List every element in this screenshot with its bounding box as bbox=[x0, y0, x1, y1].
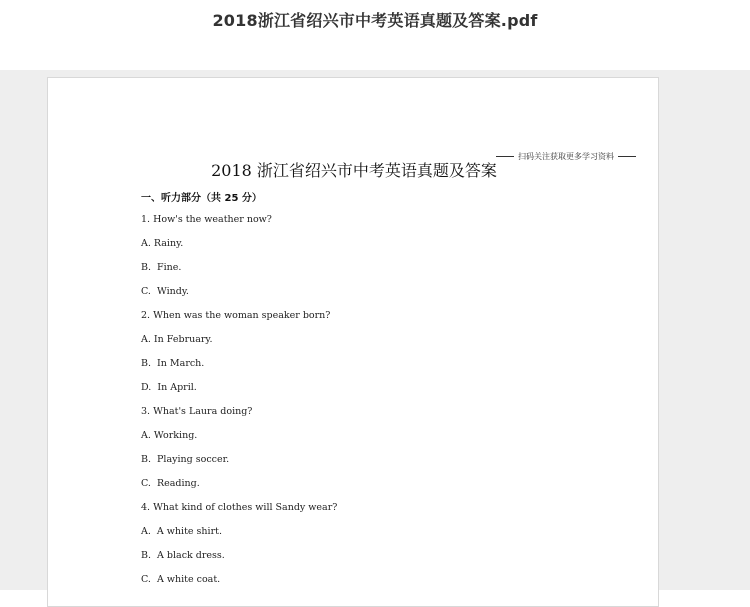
option-line: B. Playing soccer. bbox=[141, 454, 230, 465]
file-header bbox=[0, 0, 750, 70]
file-title: 2018浙江省绍兴市中考英语真题及答案.pdf bbox=[212, 11, 538, 30]
promo-rule-left bbox=[496, 156, 514, 157]
option-line: B. In March. bbox=[141, 358, 205, 369]
pdf-page bbox=[47, 77, 659, 607]
promo-text: 扫码关注获取更多学习资料 bbox=[518, 152, 614, 161]
document-title: 2018 浙江省绍兴市中考英语真题及答案 bbox=[211, 161, 497, 180]
question-line: 2. When was the woman speaker born? bbox=[141, 310, 331, 321]
question-line: 1. How's the weather now? bbox=[141, 214, 272, 225]
option-line: C. Windy. bbox=[141, 286, 189, 297]
question-line: 4. What kind of clothes will Sandy wear? bbox=[141, 502, 338, 513]
option-line: A. A white shirt. bbox=[141, 526, 222, 537]
option-line: A. Working. bbox=[141, 430, 198, 441]
option-line: B. Fine. bbox=[141, 262, 182, 273]
option-line: C. A white coat. bbox=[141, 574, 221, 585]
option-line: A. In February. bbox=[141, 334, 213, 345]
option-line: D. In April. bbox=[141, 382, 197, 393]
section-heading: 一、听力部分（共 25 分） bbox=[141, 193, 262, 204]
question-line: 3. What's Laura doing? bbox=[141, 406, 253, 417]
option-line: A. Rainy. bbox=[141, 238, 184, 249]
option-line: C. Reading. bbox=[141, 478, 200, 489]
option-line: B. A black dress. bbox=[141, 550, 225, 561]
promo-rule-right bbox=[618, 156, 636, 157]
